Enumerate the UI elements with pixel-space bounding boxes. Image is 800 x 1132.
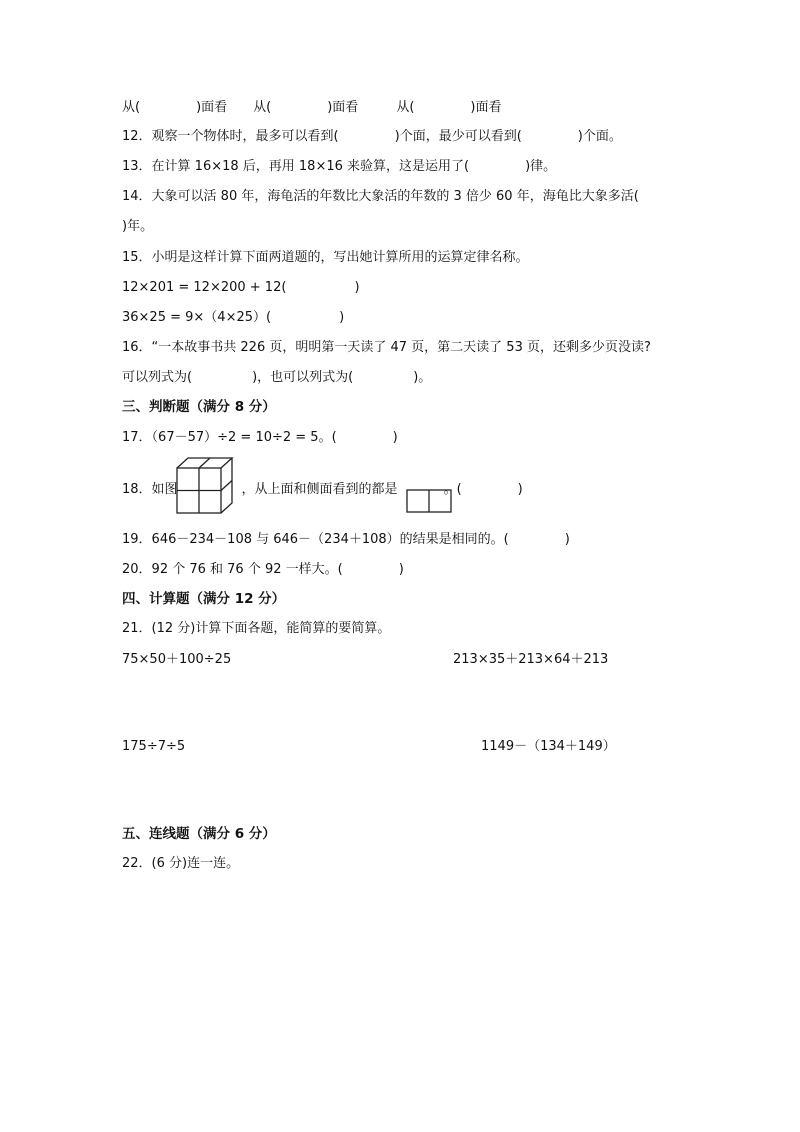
q18-text-2: ，从上面和侧面看到的都是 [241, 482, 398, 497]
q20-close: ) [398, 562, 404, 577]
q20-text: 20．92 个 76 和 76 个 92 一样大。( [122, 562, 343, 577]
q21-expression-3: 175÷7÷5 [122, 739, 186, 754]
q18-text-3: 。( [443, 482, 462, 497]
q15-eq1-close: ) [354, 280, 360, 295]
q13-text-2: )律。 [525, 159, 557, 174]
q15-eq2-text: 36×25 = 9×（4×25）( [122, 310, 272, 325]
question-13 [122, 158, 556, 176]
view-a-open: 从( [122, 100, 141, 115]
two-square-view-figure [406, 489, 452, 513]
q18-text-1: 18．如图 [122, 482, 178, 497]
question-15: 15．小明是这样计算下面两道题的，写出她计算所用的运算定律名称。 [122, 250, 529, 265]
question-22: 22．(6 分)连一连。 [122, 856, 240, 871]
question-16-line-1: 16．“一本故事书共 226 页，明明第一天读了 47 页，第二天读了 53 页，还剩多少页没读? [122, 340, 651, 355]
q21-expression-1: 75×50＋100÷25 [122, 652, 232, 667]
q15-eq1-text: 12×201 = 12×200 + 12( [122, 280, 287, 295]
q16-text-1: 可以列式为( [122, 370, 193, 385]
q17-close: ) [392, 430, 398, 445]
cube-figure [176, 457, 238, 515]
q15-equation-1 [122, 279, 360, 297]
q15-eq2-close: ) [339, 310, 345, 325]
view-b-close: )面看 [327, 100, 359, 115]
q16-text-3: )。 [413, 370, 432, 385]
q12-text-1: 12．观察一个物体时，最多可以看到( [122, 129, 339, 144]
question-20 [122, 561, 404, 579]
section-5-title: 五、连线题（满分 6 分） [122, 826, 276, 842]
q19-close: ) [564, 532, 570, 547]
view-a-close: )面看 [196, 100, 228, 115]
q17-text: 17．（67－57）÷2 = 10÷2 = 5。( [122, 430, 337, 445]
section-4-title: 四、计算题（满分 12 分） [122, 591, 286, 607]
q15-equation-2 [122, 309, 344, 327]
q21-expression-4: 1149－（134＋149） [481, 739, 616, 754]
view-b-open: 从( [253, 100, 272, 115]
question-17 [122, 429, 398, 447]
question-21: 21．(12 分)计算下面各题，能简算的要简算。 [122, 621, 391, 636]
question-16-line-2 [122, 369, 431, 387]
question-14-line-2: )年。 [122, 219, 154, 234]
view-c-close: )面看 [470, 100, 502, 115]
q19-text: 19．646－234－108 与 646－（234＋108）的结果是相同的。( [122, 532, 509, 547]
views-row [122, 99, 501, 117]
view-c-open: 从( [396, 100, 415, 115]
q12-text-2: )个面，最少可以看到( [394, 129, 522, 144]
q18-close: ) [517, 482, 523, 497]
q13-text-1: 13．在计算 16×18 后，再用 18×16 来验算，这是运用了( [122, 159, 470, 174]
section-3-title: 三、判断题（满分 8 分） [122, 399, 276, 415]
question-14-line-1: 14．大象可以活 80 年，海龟活的年数比大象活的年数的 3 倍少 60 年，海龟比大象多活( [122, 189, 639, 204]
q12-text-3: )个面。 [577, 129, 622, 144]
question-19 [122, 531, 570, 549]
q21-expression-2: 213×35＋213×64＋213 [453, 652, 609, 667]
q16-text-2: )，也可以列式为( [252, 370, 354, 385]
question-12 [122, 128, 622, 146]
